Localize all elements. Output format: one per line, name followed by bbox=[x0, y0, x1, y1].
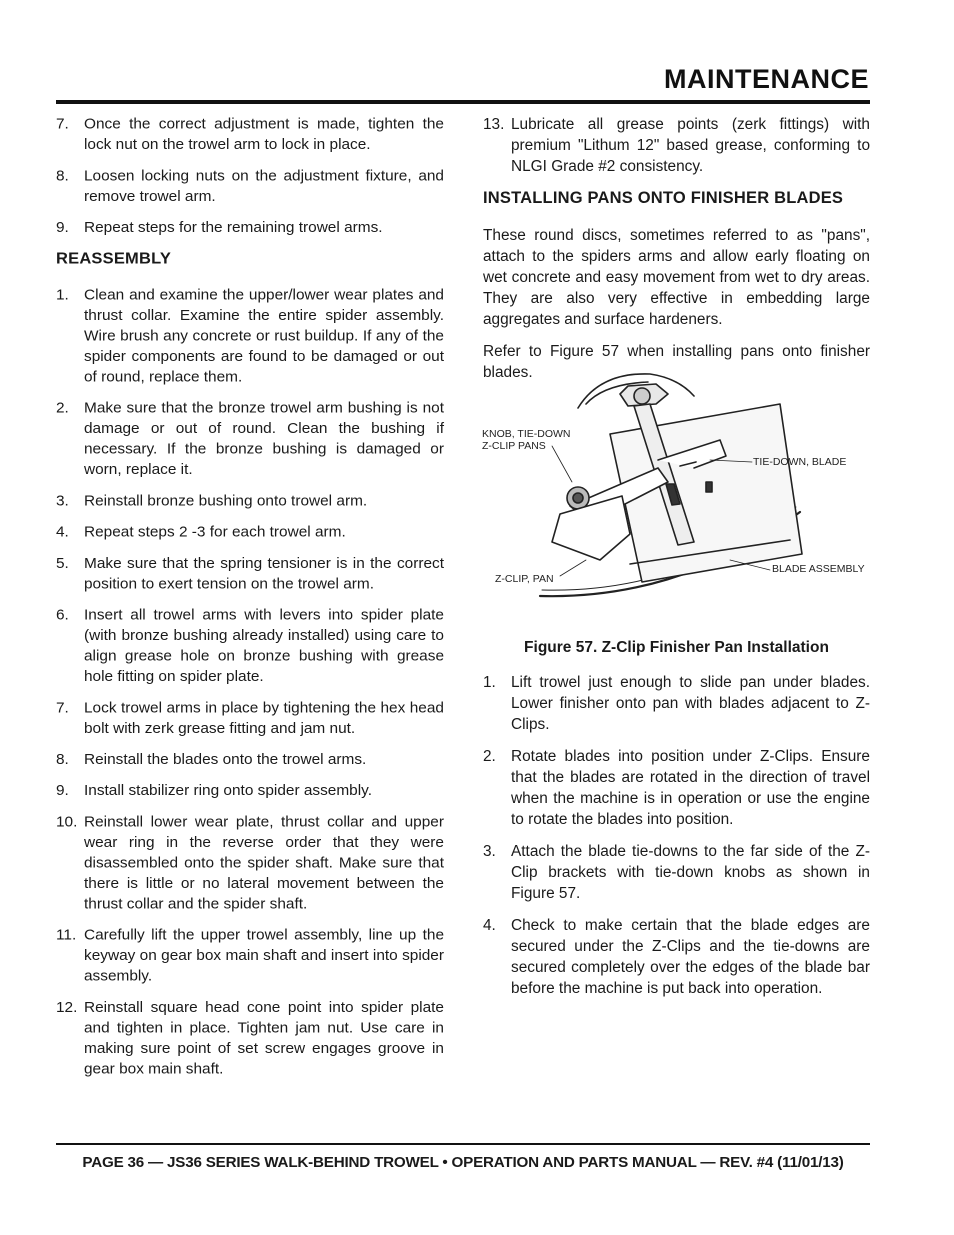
list-item: 3. Reinstall bronze bushing onto trowel arm. bbox=[56, 492, 368, 510]
page-footer: PAGE 36 — JS36 SERIES WALK-BEHIND TROWEL • OPERATION AND PARTS MANUAL — REV. #4 (11/01/13) bbox=[82, 1154, 844, 1171]
list-item: 1. Lift trowel just enough to slide pan under blades. Lower finisher onto pan with blades adjacent to Z-Clips. bbox=[483, 674, 870, 733]
list-item: 9. Repeat steps for the remaining trowel arms. bbox=[56, 219, 383, 236]
list-item: 7. Lock trowel arms in place by tightening the hex head bolt with zerk grease fitting and jam nut. bbox=[56, 699, 444, 737]
label-zclip-pan: Z-CLIP, PAN bbox=[495, 573, 554, 585]
figure-57 bbox=[480, 364, 872, 620]
reassembly-heading: REASSEMBLY bbox=[56, 249, 172, 268]
intro-paragraph: These round discs, sometimes referred to as "pans", attach to the spiders arms and allow early floating on wet concrete and easy movement from wet to dry areas. They are also very effective in embedding large aggregates and surface hardeners. bbox=[483, 227, 870, 328]
list-item: 7. Once the correct adjustment is made, tighten the lock nut on the trowel arm to lock in place. bbox=[56, 115, 444, 154]
list-item: 8. Loosen locking nuts on the adjustment fixture, and remove trowel arm. bbox=[56, 167, 444, 205]
left-column bbox=[56, 114, 444, 1090]
list-item: 2. Make sure that the bronze trowel arm bushing is not damage or out of round. Clean the bushing if necessary. If the bronze bushing is damaged or worn, replace it. bbox=[56, 399, 444, 479]
list-item: 10. Reinstall lower wear plate, thrust collar and upper wear ring in the reverse order that they were disassembled onto the spider shaft. Make sure that there is little or no lateral movement between the thrust collar and the spider shaft. bbox=[56, 813, 444, 913]
list-item: 3. Attach the blade tie-downs to the far side of the Z-Clip brackets with tie-down knobs as shown in Figure 57. bbox=[483, 843, 870, 902]
right-column bbox=[483, 114, 870, 394]
list-item: 8. Reinstall the blades onto the trowel arms. bbox=[56, 751, 367, 768]
list-item: 5. Make sure that the spring tensioner is in the correct position to exert tension on the trowel arm. bbox=[56, 555, 444, 593]
label-tiedown-blade: TIE-DOWN, BLADE bbox=[753, 456, 847, 468]
list-item: 4. Repeat steps 2 -3 for each trowel arm. bbox=[56, 523, 346, 541]
list-item: 2. Rotate blades into position under Z-Clips. Ensure that the blades are rotated in the direction of travel when the machine is in operation or use the engine to rotate the blades into position. bbox=[483, 748, 870, 828]
header-rule bbox=[56, 100, 870, 104]
list-item: 1. Clean and examine the upper/lower wear plates and thrust collar. Examine the entire spider assembly. Wire brush any concrete or rust buildup. If any of the spider components are found to be damaged or out of round, replace them. bbox=[56, 286, 444, 386]
refer-paragraph: Refer to Figure 57 when installing pans onto finisher blades. bbox=[483, 343, 870, 381]
pans-heading: INSTALLING PANS ONTO FINISHER BLADES bbox=[483, 189, 844, 207]
footer-rule bbox=[56, 1143, 870, 1145]
list-item: 9. Install stabilizer ring onto spider assembly. bbox=[56, 782, 372, 800]
list-item: 4. Check to make certain that the blade edges are secured under the Z-Clips and the tie-downs are secured completely over the edges of the blade bar before the machine is put back into operation. bbox=[483, 917, 870, 997]
list-item: 11. Carefully lift the upper trowel assembly, line up the keyway on gear box main shaft and insert into spider assembly. bbox=[56, 927, 444, 985]
figure-caption: Figure 57. Z-Clip Finisher Pan Installation bbox=[524, 639, 829, 656]
label-knob: KNOB, TIE-DOWN Z-CLIP PANS bbox=[482, 428, 571, 452]
section-title: MAINTENANCE bbox=[664, 64, 869, 94]
list-item: 13. Lubricate all grease points (zerk fittings) with premium "Lithum 12" based grease, conforming to NLGI Grade #2 consistency. bbox=[483, 116, 870, 175]
label-blade-assembly: BLADE ASSEMBLY bbox=[772, 563, 865, 575]
install-steps bbox=[483, 672, 870, 1010]
list-item: 12. Reinstall square head cone point into spider plate and tighten in place. Tighten jam nut. Use care in making sure point of set screw engages groove in gear box main shaft. bbox=[56, 999, 444, 1078]
list-item: 6. Insert all trowel arms with levers into spider plate (with bronze bushing already installed) using care to align grease hole on bronze bushing with grease hole fitting on spider plate. bbox=[56, 606, 444, 685]
